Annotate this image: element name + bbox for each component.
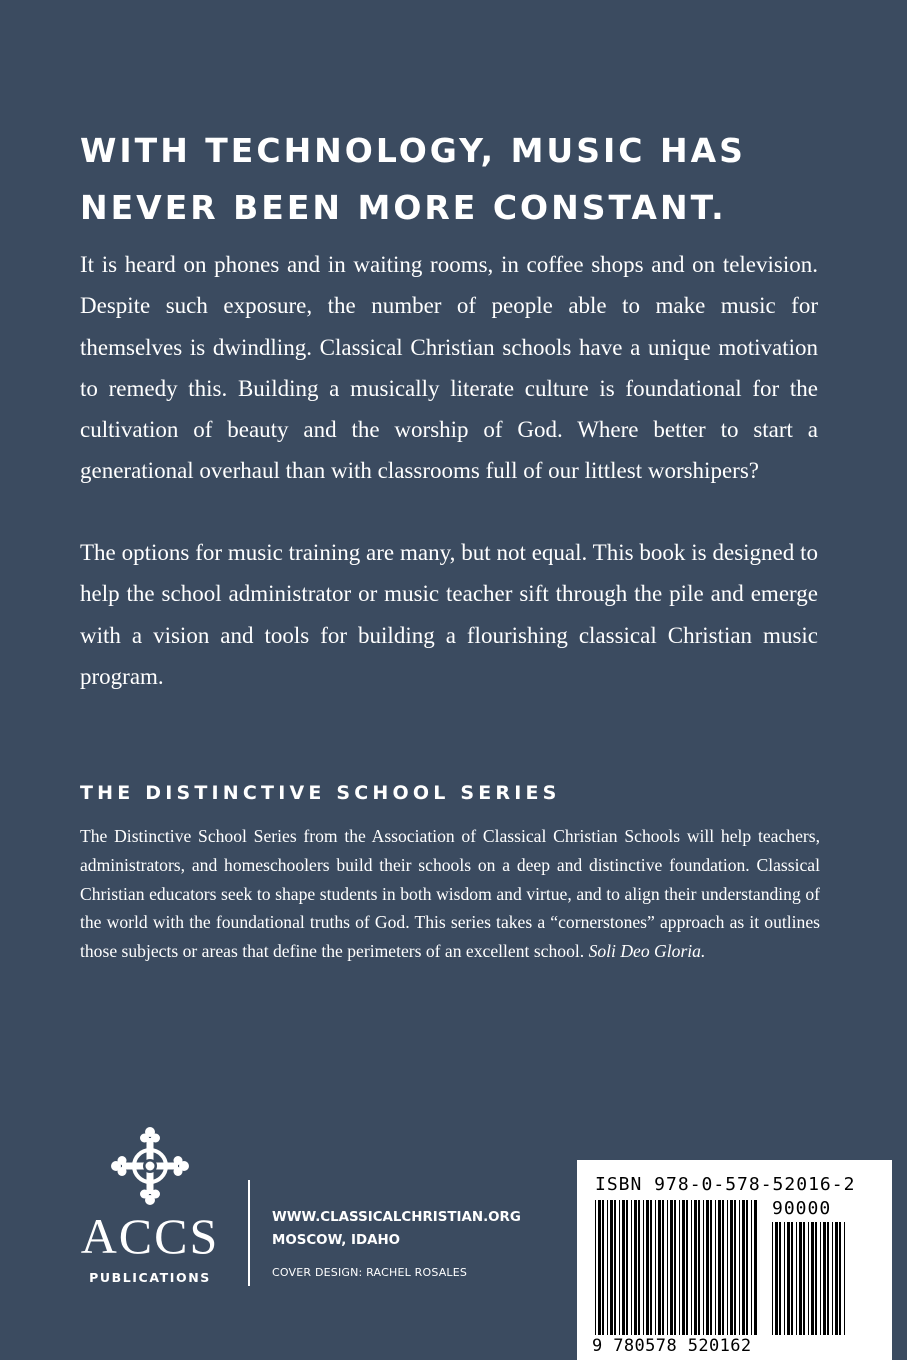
barcode-bar xyxy=(779,1222,781,1335)
barcode-bar xyxy=(679,1200,680,1335)
headline: WITH TECHNOLOGY, MUSIC HAS NEVER BEEN MORE CONSTANT. xyxy=(80,131,746,227)
website-link[interactable]: WWW.CLASSICALCHRISTIAN.ORG xyxy=(272,1210,521,1225)
barcode-digits: 9 780578 520162 xyxy=(592,1336,752,1356)
barcode-bar xyxy=(746,1200,748,1335)
barcode-bar xyxy=(739,1200,740,1335)
barcode-bar xyxy=(610,1200,613,1335)
publisher-location: MOSCOW, IDAHO xyxy=(272,1233,401,1248)
series-motto: Soli Deo Gloria. xyxy=(588,941,706,962)
barcode-bar xyxy=(595,1200,596,1335)
blurb-paragraph-2: The options for music training are many, but not equal. This book is designed to help the school administrator or music teacher sift through the pile and emerge with a vision and tools for building a flourishing classical Christian music program. xyxy=(80,540,818,689)
barcode-bar xyxy=(742,1200,745,1335)
barcode-bar xyxy=(844,1222,845,1335)
barcode-bar xyxy=(799,1222,802,1335)
barcode-bar xyxy=(710,1200,712,1335)
series-title: THE DISTINCTIVE SCHOOL SERIES xyxy=(80,782,561,804)
barcode-bar xyxy=(626,1200,628,1335)
cross-icon xyxy=(110,1126,190,1206)
barcode-bar xyxy=(827,1222,829,1335)
barcode-bar xyxy=(835,1222,838,1335)
barcode-box xyxy=(577,1160,892,1360)
barcode-bar xyxy=(686,1200,688,1335)
barcode-bar xyxy=(602,1200,604,1335)
barcode-bar xyxy=(815,1222,817,1335)
barcode-bar xyxy=(694,1200,697,1335)
barcode-bar xyxy=(658,1200,661,1335)
barcode-bar xyxy=(638,1200,640,1335)
barcode-bar xyxy=(674,1200,676,1335)
isbn-text: ISBN 978-0-578-52016-2 xyxy=(595,1174,856,1195)
logo-acronym: ACCS xyxy=(80,1208,220,1264)
barcode-bar xyxy=(754,1200,757,1335)
barcode-icon xyxy=(577,1160,892,1360)
barcode-bar xyxy=(650,1200,652,1335)
divider xyxy=(248,1180,250,1286)
price-code: 90000 xyxy=(772,1198,832,1219)
barcode-bar xyxy=(791,1222,793,1335)
barcode-bar xyxy=(598,1200,601,1335)
barcode-bar xyxy=(734,1200,736,1335)
barcode-bar xyxy=(607,1200,608,1335)
barcode-bar xyxy=(691,1200,692,1335)
barcode-bar xyxy=(808,1222,809,1335)
barcode-bar xyxy=(614,1200,616,1335)
barcode-bar xyxy=(643,1200,644,1335)
series-description xyxy=(80,822,820,966)
barcode-bar xyxy=(832,1222,833,1335)
barcode-bar xyxy=(820,1222,821,1335)
barcode-bar xyxy=(667,1200,668,1335)
barcode-bar xyxy=(631,1200,632,1335)
barcode-bar xyxy=(662,1200,664,1335)
barcode-bar xyxy=(803,1222,805,1335)
barcode-bar xyxy=(622,1200,625,1335)
barcode-bar xyxy=(718,1200,721,1335)
barcode-bar xyxy=(811,1222,814,1335)
logo-subtitle: PUBLICATIONS xyxy=(89,1270,211,1285)
barcode-bar xyxy=(655,1200,656,1335)
barcode-bar xyxy=(698,1200,700,1335)
barcode-bar xyxy=(670,1200,673,1335)
barcode-bar xyxy=(706,1200,709,1335)
barcode-bar xyxy=(823,1222,826,1335)
barcode-bar xyxy=(730,1200,733,1335)
barcode-bar xyxy=(682,1200,685,1335)
cover-credit: COVER DESIGN: RACHEL ROSALES xyxy=(272,1266,468,1279)
barcode-bar xyxy=(634,1200,637,1335)
barcode-bar xyxy=(796,1222,797,1335)
barcode-bar xyxy=(787,1222,790,1335)
barcode-bar xyxy=(727,1200,728,1335)
blurb-paragraph-1: It is heard on phones and in waiting rooms, in coffee shops and on television. Despite such exposure, the number of people able to make music for themselves is dwindling. Classical Christian schools have a unique motivation to remedy this. Building a musically literate culture is foundational for the cultivation of beauty and the worship of God. Where better to start a generational overhaul than with classrooms full of our littlest worshipers? xyxy=(80,252,818,484)
barcode-bar xyxy=(646,1200,649,1335)
barcode-bar xyxy=(751,1200,752,1335)
barcode-bar xyxy=(775,1222,778,1335)
barcode-bar xyxy=(703,1200,704,1335)
barcode-bar xyxy=(772,1222,773,1335)
barcode-bar xyxy=(619,1200,620,1335)
barcode-bar xyxy=(722,1200,724,1335)
series-description-text: The Distinctive School Series from the Association of Classical Christian Schools will help teachers, administrators, and homeschoolers build their schools on a deep and distinctive foundation. Classical Christian educators seek to shape students in both wisdom and virtue, and to align their understanding of the world with the foundational truths of God. This series takes a “cornerstones” approach as it outlines those subjects or areas that define the perimeters of an excellent school. xyxy=(80,826,820,962)
barcode-bar xyxy=(839,1222,841,1335)
publisher-contact xyxy=(272,1206,521,1279)
barcode-bar xyxy=(784,1222,785,1335)
barcode-bar xyxy=(715,1200,716,1335)
publisher-logo xyxy=(74,1126,226,1285)
